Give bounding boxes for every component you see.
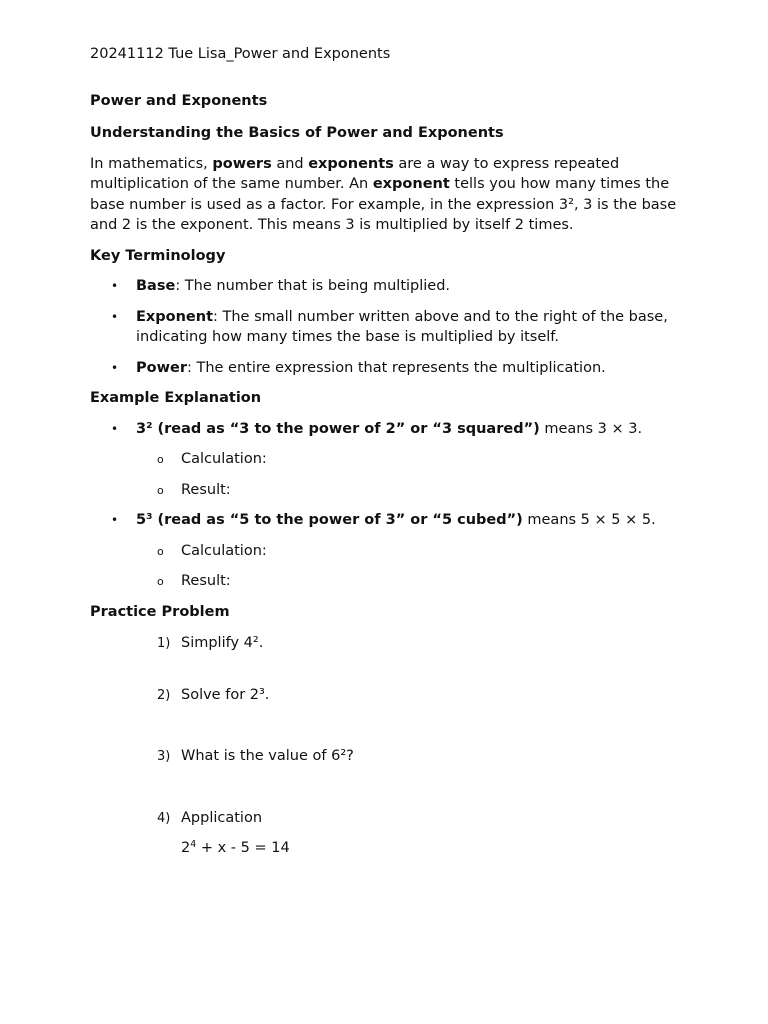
problem-text: Simplify 4². — [181, 635, 264, 651]
term-label: Base — [136, 278, 176, 294]
term-definition: : The entire expression that represents the multiplication. — [186, 359, 606, 376]
document-title: 20241112 Tue Lisa_Power and Exponents — [90, 46, 391, 62]
problem-number: 1) — [157, 636, 171, 651]
list-item — [90, 276, 690, 297]
term-label: Power — [136, 359, 187, 376]
problem-number: 4) — [157, 810, 171, 826]
practice-problem-list — [90, 633, 690, 859]
terminology-list — [90, 276, 690, 378]
problem-item — [90, 685, 690, 706]
heading-basics: Understanding the Basics of Power and Exponents — [90, 125, 504, 141]
problem-text: What is the value of 6²? — [181, 748, 354, 764]
bullet-icon: • — [111, 360, 119, 375]
example-meaning: means 3 × 3. — [539, 420, 643, 437]
problem-item — [90, 633, 690, 654]
problem-item — [90, 808, 690, 829]
heading-practice-problem: Practice Problem — [90, 603, 230, 620]
sub-bullet-icon: o — [157, 575, 164, 588]
sub-list-item — [90, 480, 690, 501]
calculation-label: Calculation: — [181, 451, 267, 467]
problem-text: Solve for 2³. — [181, 686, 270, 703]
bullet-icon: • — [111, 513, 119, 527]
sub-list-item — [90, 541, 690, 562]
example-list — [90, 419, 690, 592]
heading-main: Power and Exponents — [90, 92, 268, 109]
result-label: Result: — [181, 573, 231, 589]
sub-list-item — [90, 571, 690, 592]
equation-rest: + x - 5 = 14 — [196, 840, 290, 856]
result-label: Result: — [181, 481, 231, 498]
problem-text: Application — [181, 809, 263, 826]
example-expression: 3² (read as “3 to the power of 2” or “3 squared”) — [136, 420, 540, 437]
term-definition: : The number that is being multiplied. — [175, 278, 451, 294]
list-item — [90, 307, 690, 348]
sub-bullet-icon: o — [157, 544, 164, 558]
term-label: Exponent — [136, 308, 214, 325]
term-definition: : The small number written above and to the right of the base, indicating how many times the base is multiplied by itself. — [136, 308, 668, 345]
equation-exponent: 4 — [190, 838, 197, 850]
example-expression: 5³ (read as “5 to the power of 3” or “5 cubed”) — [136, 512, 523, 528]
sub-bullet-icon: o — [157, 453, 164, 466]
heading-example-explanation: Example Explanation — [90, 390, 262, 406]
application-equation — [90, 838, 690, 859]
list-item — [90, 419, 690, 440]
equation-base: 2 — [181, 840, 191, 856]
problem-number: 3) — [157, 749, 171, 764]
bullet-icon: • — [111, 279, 119, 293]
list-item — [90, 358, 690, 379]
intro-paragraph: In mathematics, powers and exponents are a way to express repeated multiplication of the same number. An exponent tells you how many times the base number is used as a factor. For example, in the expression 3², 3 is the base and 2 is the exponent. This means 3 is multiplied by itself 2 times. — [90, 155, 677, 233]
problem-number: 2) — [157, 687, 171, 703]
bullet-icon: • — [111, 421, 119, 436]
list-item — [90, 510, 690, 531]
bullet-icon: • — [111, 309, 119, 324]
calculation-label: Calculation: — [181, 542, 267, 559]
heading-key-terminology: Key Terminology — [90, 247, 226, 264]
problem-item — [90, 746, 690, 767]
example-meaning: means 5 × 5 × 5. — [522, 512, 656, 528]
sub-list-item — [90, 449, 690, 470]
sub-bullet-icon: o — [157, 483, 164, 497]
document-page — [90, 44, 690, 859]
